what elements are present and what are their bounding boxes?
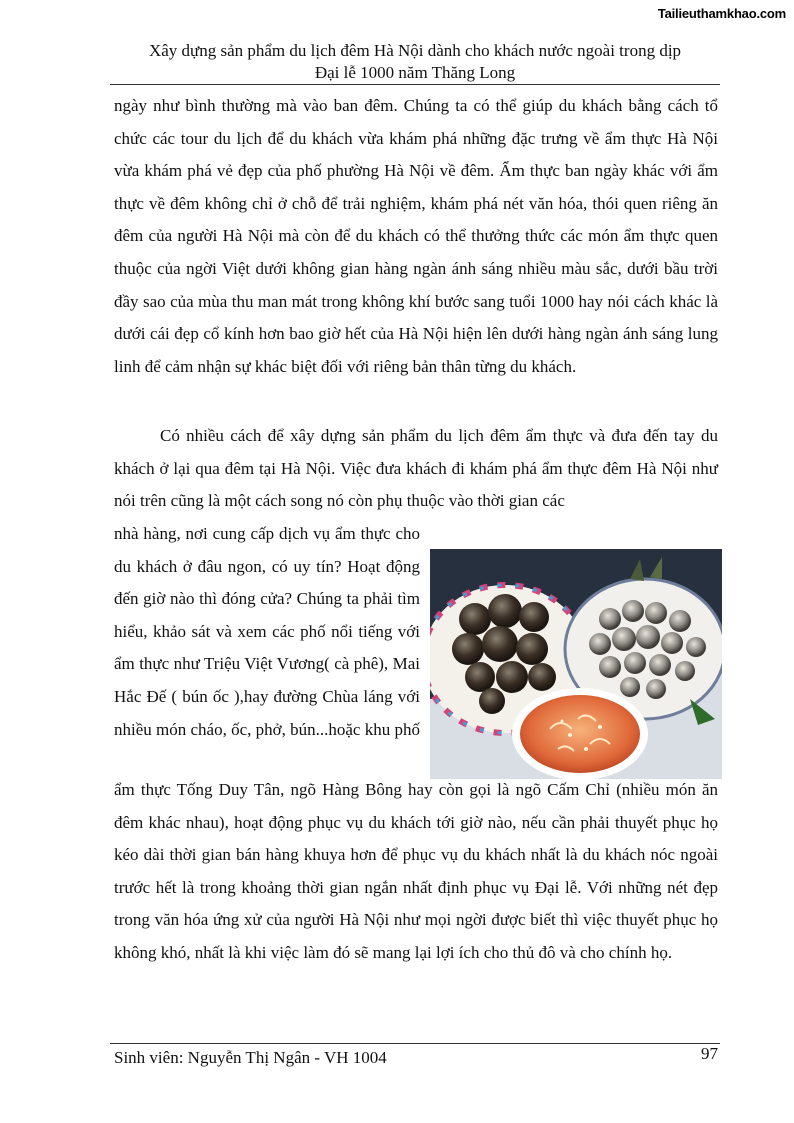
footer-student-info: Sinh viên: Nguyễn Thị Ngân - VH 1004 [114,1048,387,1067]
header-line-1: Xây dựng sản phẩm du lịch đêm Hà Nội dành cho khách nước ngoài trong dịp [148,41,682,60]
paragraph-2-intro [114,420,718,518]
paragraph-2-first-lines: Có nhiều cách để xây dựng sản phẩm du lịch đêm ẩm thực và đưa đến tay du khách ở lại qua đêm tại Hà Nội. Việc đưa khách đi khám phá ẩm thực đêm Hà Nội như nói trên cũng là một cách song nó còn phụ thuộc vào thời gian các [114,426,718,511]
header-divider [110,84,720,85]
snail-dish-illustration [430,549,722,779]
footer-divider [110,1043,720,1044]
snail-dish-photo [430,549,722,779]
watermark: Tailieuthamkhao.com [657,6,786,21]
paragraph-2-wrapped-text: nhà hàng, nơi cung cấp dịch vụ ẩm thực cho du khách ở đâu ngon, có uy tín? Hoạt động đến giờ nào thì đóng cửa? Chúng ta phải tìm hiểu, khảo sát và xem các phố nổi tiếng với ẩm thực như Triệu Việt Vương( cà phê), Mai Hắc Đế ( bún ốc ),hay đường Chùa láng với nhiều món cháo, ốc, phở, bún...hoặc khu phố [114,524,420,739]
paragraph-2-rest: ẩm thực Tống Duy Tân, ngõ Hàng Bông hay còn gọi là ngõ Cấm Chỉ (nhiều món ăn đêm khác nhau), hoạt động phục vụ du khách tới giờ nào, nếu cần phải thuyết phục họ kéo dài thời gian bán hàng khuya hơn để phục vụ du khách nhất là du khách nóc ngoài trước hết là trong khoảng thời gian ngắn nhất định phục vụ Đại lễ. Với những nét đẹp trong văn hóa ứng xử của người Hà Nội như mọi ngời được biết thì việc thuyết phục họ không khó, nhất là khi việc làm đó sẽ mang lại lợi ích cho thủ đô và cho chính họ. [114,780,718,962]
paragraph-1: ngày như bình thường mà vào ban đêm. Chúng ta có thể giúp du khách bằng cách tổ chức các tour du lịch để du khách vừa khám phá những đặc trưng về ẩm thực Hà Nội vừa khám phá vẻ đẹp của phố phường Hà Nội về đêm. Ẩm thực ban ngày khác với ẩm thực về đêm không chỉ ở chỗ để trải nghiệm, khám phá nét văn hóa, thói quen riêng ăn đêm của người Hà Nội mà còn để du khách có thể thưởng thức các món ẩm thực quen thuộc của ngời Việt dưới không gian hàng ngàn ánh sáng nhiều màu sắc, dưới bầu trời đầy sao của mùa thu man mát trong không khí bước sang tuổi 1000 hay nói cách khác là dưới cái đẹp cổ kính hơn bao giờ hết của Hà Nội hiện lên dưới hàng ngàn ánh sáng lung linh để cảm nhận sự khác biệt đối với riêng bản thân từng du khách. [114,96,718,376]
page-number: 97 [701,1044,718,1063]
running-header [110,40,720,84]
header-line-2: Đại lễ 1000 năm Thăng Long [314,63,516,82]
